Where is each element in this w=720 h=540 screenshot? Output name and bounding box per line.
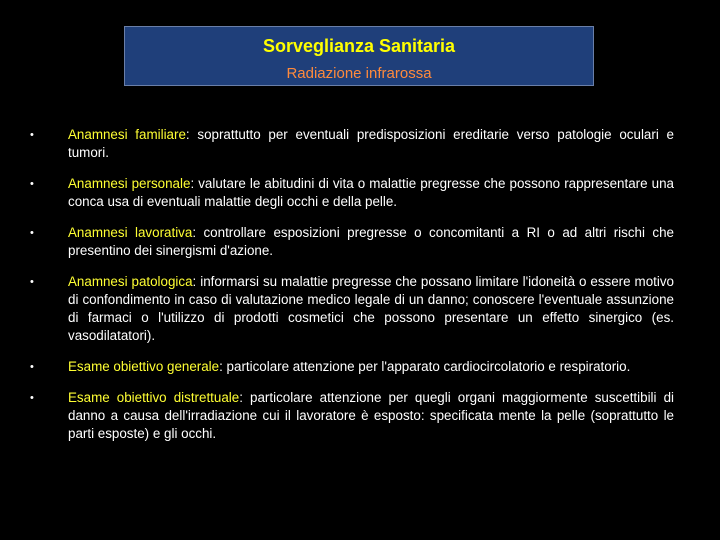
bullet-icon: •	[30, 276, 34, 288]
bullet-icon: •	[30, 392, 34, 404]
item-text: : particolare attenzione per l'apparato cardiocircolatorio e respiratorio.	[219, 359, 631, 374]
item-text: : informarsi su malattie pregresse che possano limitare l'idoneità o essere motivo di confondimento in caso di valutazione medico legale di un danno; conoscere l'eventuale assunzione di farmaci o l'utilizzo di prodotti cosmetici che possono presentare un effetto sinergico (es. vasodilatatori).	[68, 274, 674, 343]
item-text: : particolare attenzione per quegli organi maggiormente suscettibili di danno a causa dell'irradiazione cui il lavoratore è esposto: specificata mente la pelle (soprattutto le parti esposte) e gli occhi.	[68, 390, 674, 441]
list-item	[30, 389, 674, 443]
item-term: Anamnesi personale	[68, 176, 191, 191]
item-term: Anamnesi patologica	[68, 274, 193, 289]
list-item	[30, 175, 674, 211]
title-box	[124, 26, 594, 86]
item-term: Anamnesi familiare	[68, 127, 186, 142]
item-term: Anamnesi lavorativa	[68, 225, 193, 240]
list-item	[30, 224, 674, 260]
list-item	[30, 273, 674, 345]
bullet-icon: •	[30, 129, 34, 141]
item-text: : valutare le abitudini di vita o malattie pregresse che possono rappresentare una conca usa di eventuali malattie degli occhi e della pelle.	[68, 176, 674, 209]
bullet-icon: •	[30, 178, 34, 190]
slide-title: Sorveglianza Sanitaria	[262, 36, 456, 56]
list-item	[30, 358, 674, 376]
bullet-icon: •	[30, 361, 34, 373]
list-item	[30, 126, 674, 162]
item-term: Esame obiettivo distrettuale	[68, 390, 240, 405]
slide-subtitle: Radiazione infrarossa	[286, 65, 432, 82]
bullet-icon: •	[30, 227, 34, 239]
item-text: : soprattutto per eventuali predisposizioni ereditarie verso patologie oculari e tumori.	[68, 127, 674, 160]
item-text: : controllare esposizioni pregresse o concomitanti a RI o ad altri rischi che presentino dei sinergismi d'azione.	[68, 225, 674, 258]
bullet-list	[30, 126, 674, 456]
item-term: Esame obiettivo generale	[68, 359, 220, 374]
